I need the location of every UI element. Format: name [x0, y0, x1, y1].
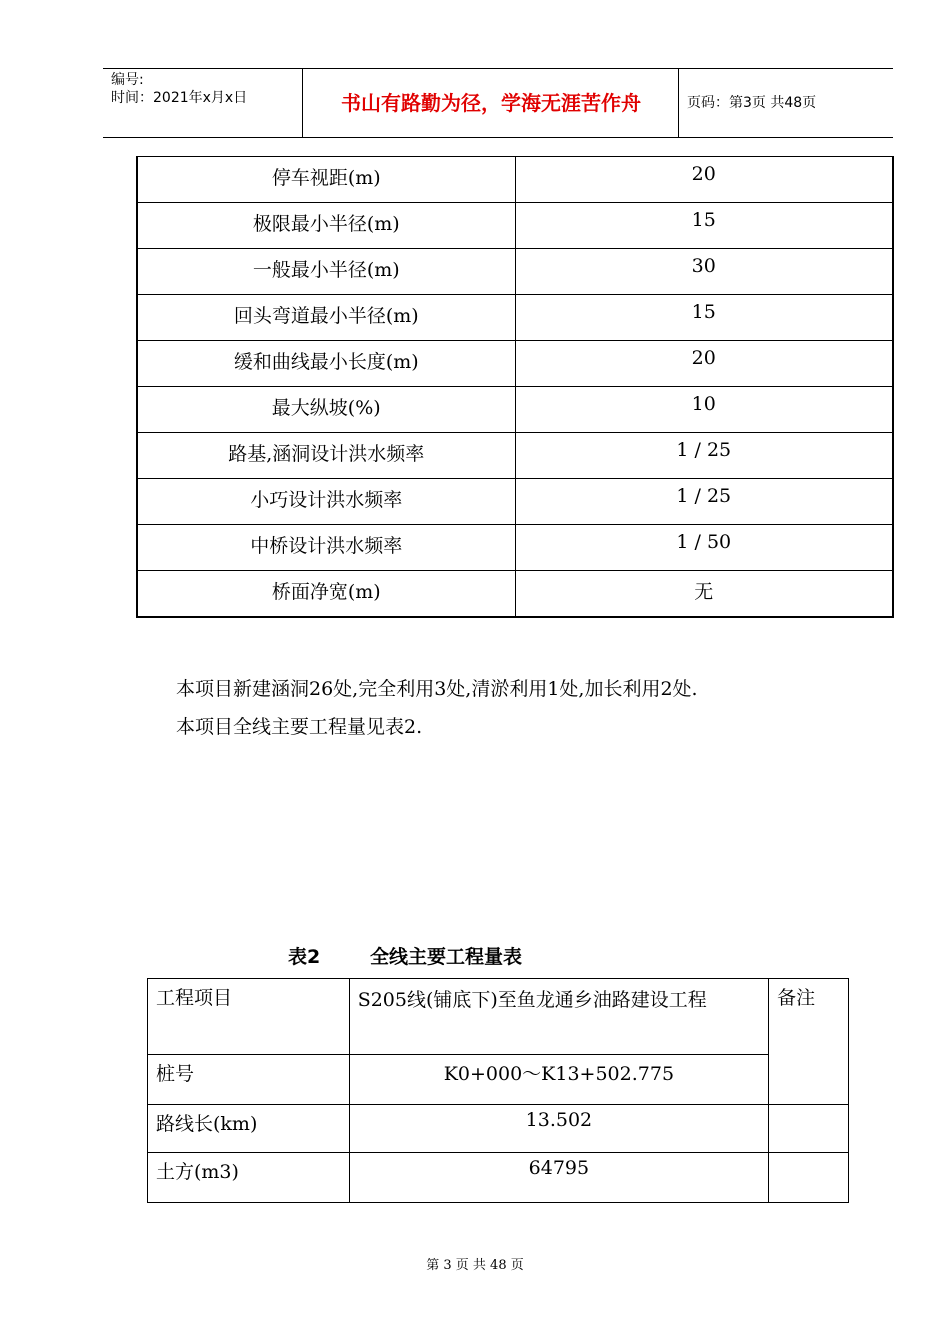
spec-value: 20 [515, 341, 893, 387]
table2-caption-no: 表2 [288, 946, 321, 968]
row-label: 桩号 [148, 1055, 350, 1105]
spec-value: 1 / 25 [515, 479, 893, 525]
spec-value: 无 [515, 571, 893, 617]
header-motto: 书山有路勤为径，学海无涯苦作舟 [304, 69, 679, 137]
table-row [137, 295, 893, 341]
number-label: 编号: [111, 72, 144, 88]
row-label: 工程项目 [148, 979, 350, 1055]
row-label: 土方(m3) [148, 1153, 350, 1203]
table-row [137, 479, 893, 525]
row-value: 13.502 [349, 1105, 768, 1153]
paragraph-quantities: 本项目全线主要工程量见表2. [176, 716, 423, 738]
table-row [148, 979, 849, 1055]
spec-name: 一般最小半径(m) [137, 249, 515, 295]
table-row [137, 249, 893, 295]
paragraph-culverts: 本项目新建涵洞26处,完全利用3处,清淤利用1处,加长利用2处. [176, 678, 698, 700]
table-row [137, 341, 893, 387]
table2-caption-title: 全线主要工程量表 [370, 946, 523, 968]
spec-value: 10 [515, 387, 893, 433]
table-row [148, 1055, 849, 1105]
spec-name: 停车视距(m) [137, 157, 515, 203]
spec-name: 桥面净宽(m) [137, 571, 515, 617]
spec-name: 极限最小半径(m) [137, 203, 515, 249]
remark-header: 备注 [769, 979, 849, 1105]
spec-table [136, 156, 894, 618]
table-row [137, 157, 893, 203]
time-label: 时间：2021年x月x日 [111, 90, 248, 106]
table-row [137, 571, 893, 617]
page-footer: 第 3 页 共 48 页 [426, 1258, 524, 1273]
table-row [148, 1105, 849, 1153]
table-row [137, 433, 893, 479]
spec-value: 30 [515, 249, 893, 295]
table-row [137, 525, 893, 571]
row-value: K0+000～K13+502.775 [349, 1055, 768, 1105]
header-meta [103, 69, 303, 137]
spec-name: 缓和曲线最小长度(m) [137, 341, 515, 387]
header-page-label: 页码：第3页 共48页 [687, 95, 817, 111]
spec-value: 1 / 50 [515, 525, 893, 571]
spec-value: 20 [515, 157, 893, 203]
row-label: 路线长(km) [148, 1105, 350, 1153]
remark-cell [769, 1153, 849, 1203]
spec-name: 最大纵坡(%) [137, 387, 515, 433]
row-value: S205线(铺底下)至鱼龙通乡油路建设工程 [349, 979, 768, 1055]
table-row [148, 1153, 849, 1203]
table-row [137, 203, 893, 249]
spec-name: 路基,涵洞设计洪水频率 [137, 433, 515, 479]
spec-name: 中桥设计洪水频率 [137, 525, 515, 571]
spec-value: 15 [515, 203, 893, 249]
quantities-table [147, 978, 849, 1203]
table-row [137, 387, 893, 433]
page-header [103, 68, 893, 138]
spec-value: 1 / 25 [515, 433, 893, 479]
spec-value: 15 [515, 295, 893, 341]
row-value: 64795 [349, 1153, 768, 1203]
spec-name: 小巧设计洪水频率 [137, 479, 515, 525]
spec-name: 回头弯道最小半径(m) [137, 295, 515, 341]
remark-cell [769, 1105, 849, 1153]
